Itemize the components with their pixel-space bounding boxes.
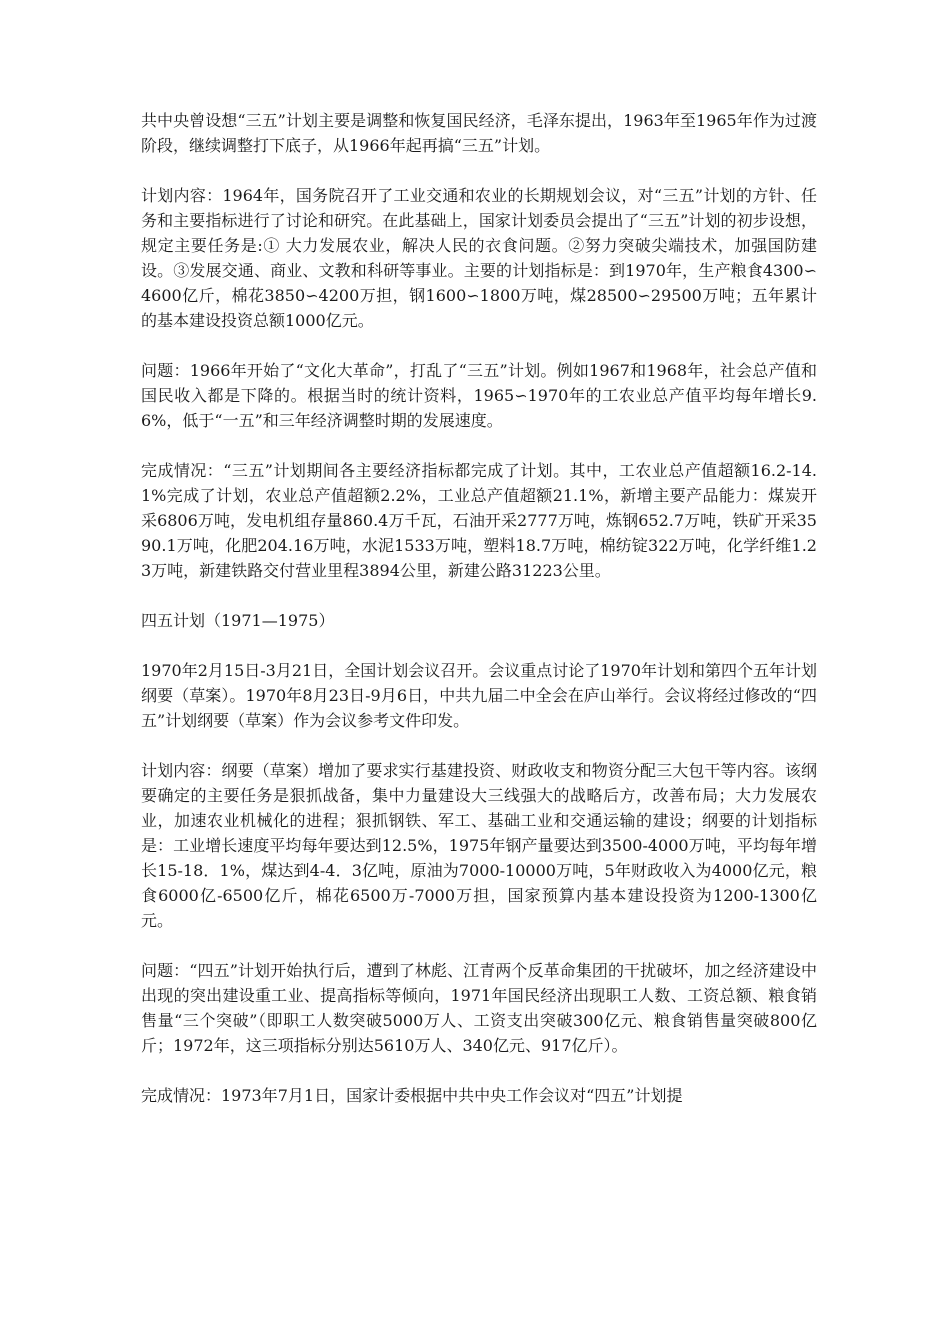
paragraph-siwu-completion: 完成情况：1973年7月1日，国家计委根据中共中央工作会议对“四五”计划提	[141, 1086, 683, 1105]
paragraph-siwu-problems: 问题：“四五”计划开始执行后，遭到了林彪、江青两个反革命集团的干扰破坏，加之经济建设中出现的突出建设重工业、提高指标等倾向，1971年国民经济出现职工人数、工资总额、粮食销售量“三个突破”（即职工人数突破5000万人、工资支出突破300亿元、粮食销售量突破800亿斤；1972年，这三项指标分别达5610万人、340亿元、917亿斤）。	[141, 961, 817, 1055]
paragraph-siwu-plan-content: 计划内容：纲要（草案）增加了要求实行基建投资、财政收支和物资分配三大包干等内容。该纲要确定的主要任务是狠抓战备，集中力量建设大三线强大的战略后方，改善布局；大力发展农业，加速农业机械化的进程；狠抓钢铁、军工、基础工业和交通运输的建设；纲要的计划指标是：工业增长速度平均每年要达到12.5%，1975年钢产量要达到3500-4000万吨，平均每年增长15-18．1%，煤达到4-4．3亿吨，原油为7000-10000万吨，5年财政收入为4000亿元，粮食6000亿-6500亿斤，棉花6500万-7000万担，国家预算内基本建设投资为1200-1300亿元。	[141, 761, 817, 930]
paragraph-siwu-meetings: 1970年2月15日-3月21日，全国计划会议召开。会议重点讨论了1970年计划和第四个五年计划纲要（草案）。1970年8月23日-9月6日，中共九届二中全会在庐山举行。会议将经过修改的“四五”计划纲要（草案）作为会议参考文件印发。	[141, 661, 817, 730]
section-heading-siwu: 四五计划（1971—1975）	[141, 611, 335, 630]
paragraph-sanwu-plan-content: 计划内容：1964年，国务院召开了工业交通和农业的长期规划会议，对“三五”计划的方针、任务和主要指标进行了讨论和研究。在此基础上，国家计划委员会提出了“三五”计划的初步设想，规定主要任务是:① 大力发展农业，解决人民的衣食问题。②努力突破尖端技术，加强国防建设。③发展交通、商业、文教和科研等事业。主要的计划指标是：到1970年，生产粮食4300∽4600亿斤，棉花3850∽4200万担，钢1600∽1800万吨，煤28500∽29500万吨；五年累计的基本建设投资总额1000亿元。	[141, 186, 817, 330]
paragraph-sanwu-background: 共中央曾设想“三五”计划主要是调整和恢复国民经济，毛泽东提出，1963年至1965年作为过渡阶段，继续调整打下底子，从1966年起再搞“三五”计划。	[141, 111, 817, 155]
document-body	[141, 108, 817, 1108]
paragraph-sanwu-completion: 完成情况：“三五”计划期间各主要经济指标都完成了计划。其中，工农业总产值超额16.2-14.1%完成了计划，农业总产值超额2.2%，工业总产值超额21.1%，新增主要产品能力：煤炭开采6806万吨，发电机组存量860.4万千瓦，石油开采2777万吨，炼钢652.7万吨，铁矿开采3590.1万吨，化肥204.16万吨，水泥1533万吨，塑料18.7万吨，棉纺锭322万吨，化学纤维1.23万吨，新建铁路交付营业里程3894公里，新建公路31223公里。	[141, 461, 817, 580]
paragraph-sanwu-problems: 问题：1966年开始了“文化大革命”，打乱了“三五”计划。例如1967和1968年，社会总产值和国民收入都是下降的。根据当时的统计资料，1965∽1970年的工农业总产值平均每年增长9.6%，低于“一五”和三年经济调整时期的发展速度。	[141, 361, 817, 430]
